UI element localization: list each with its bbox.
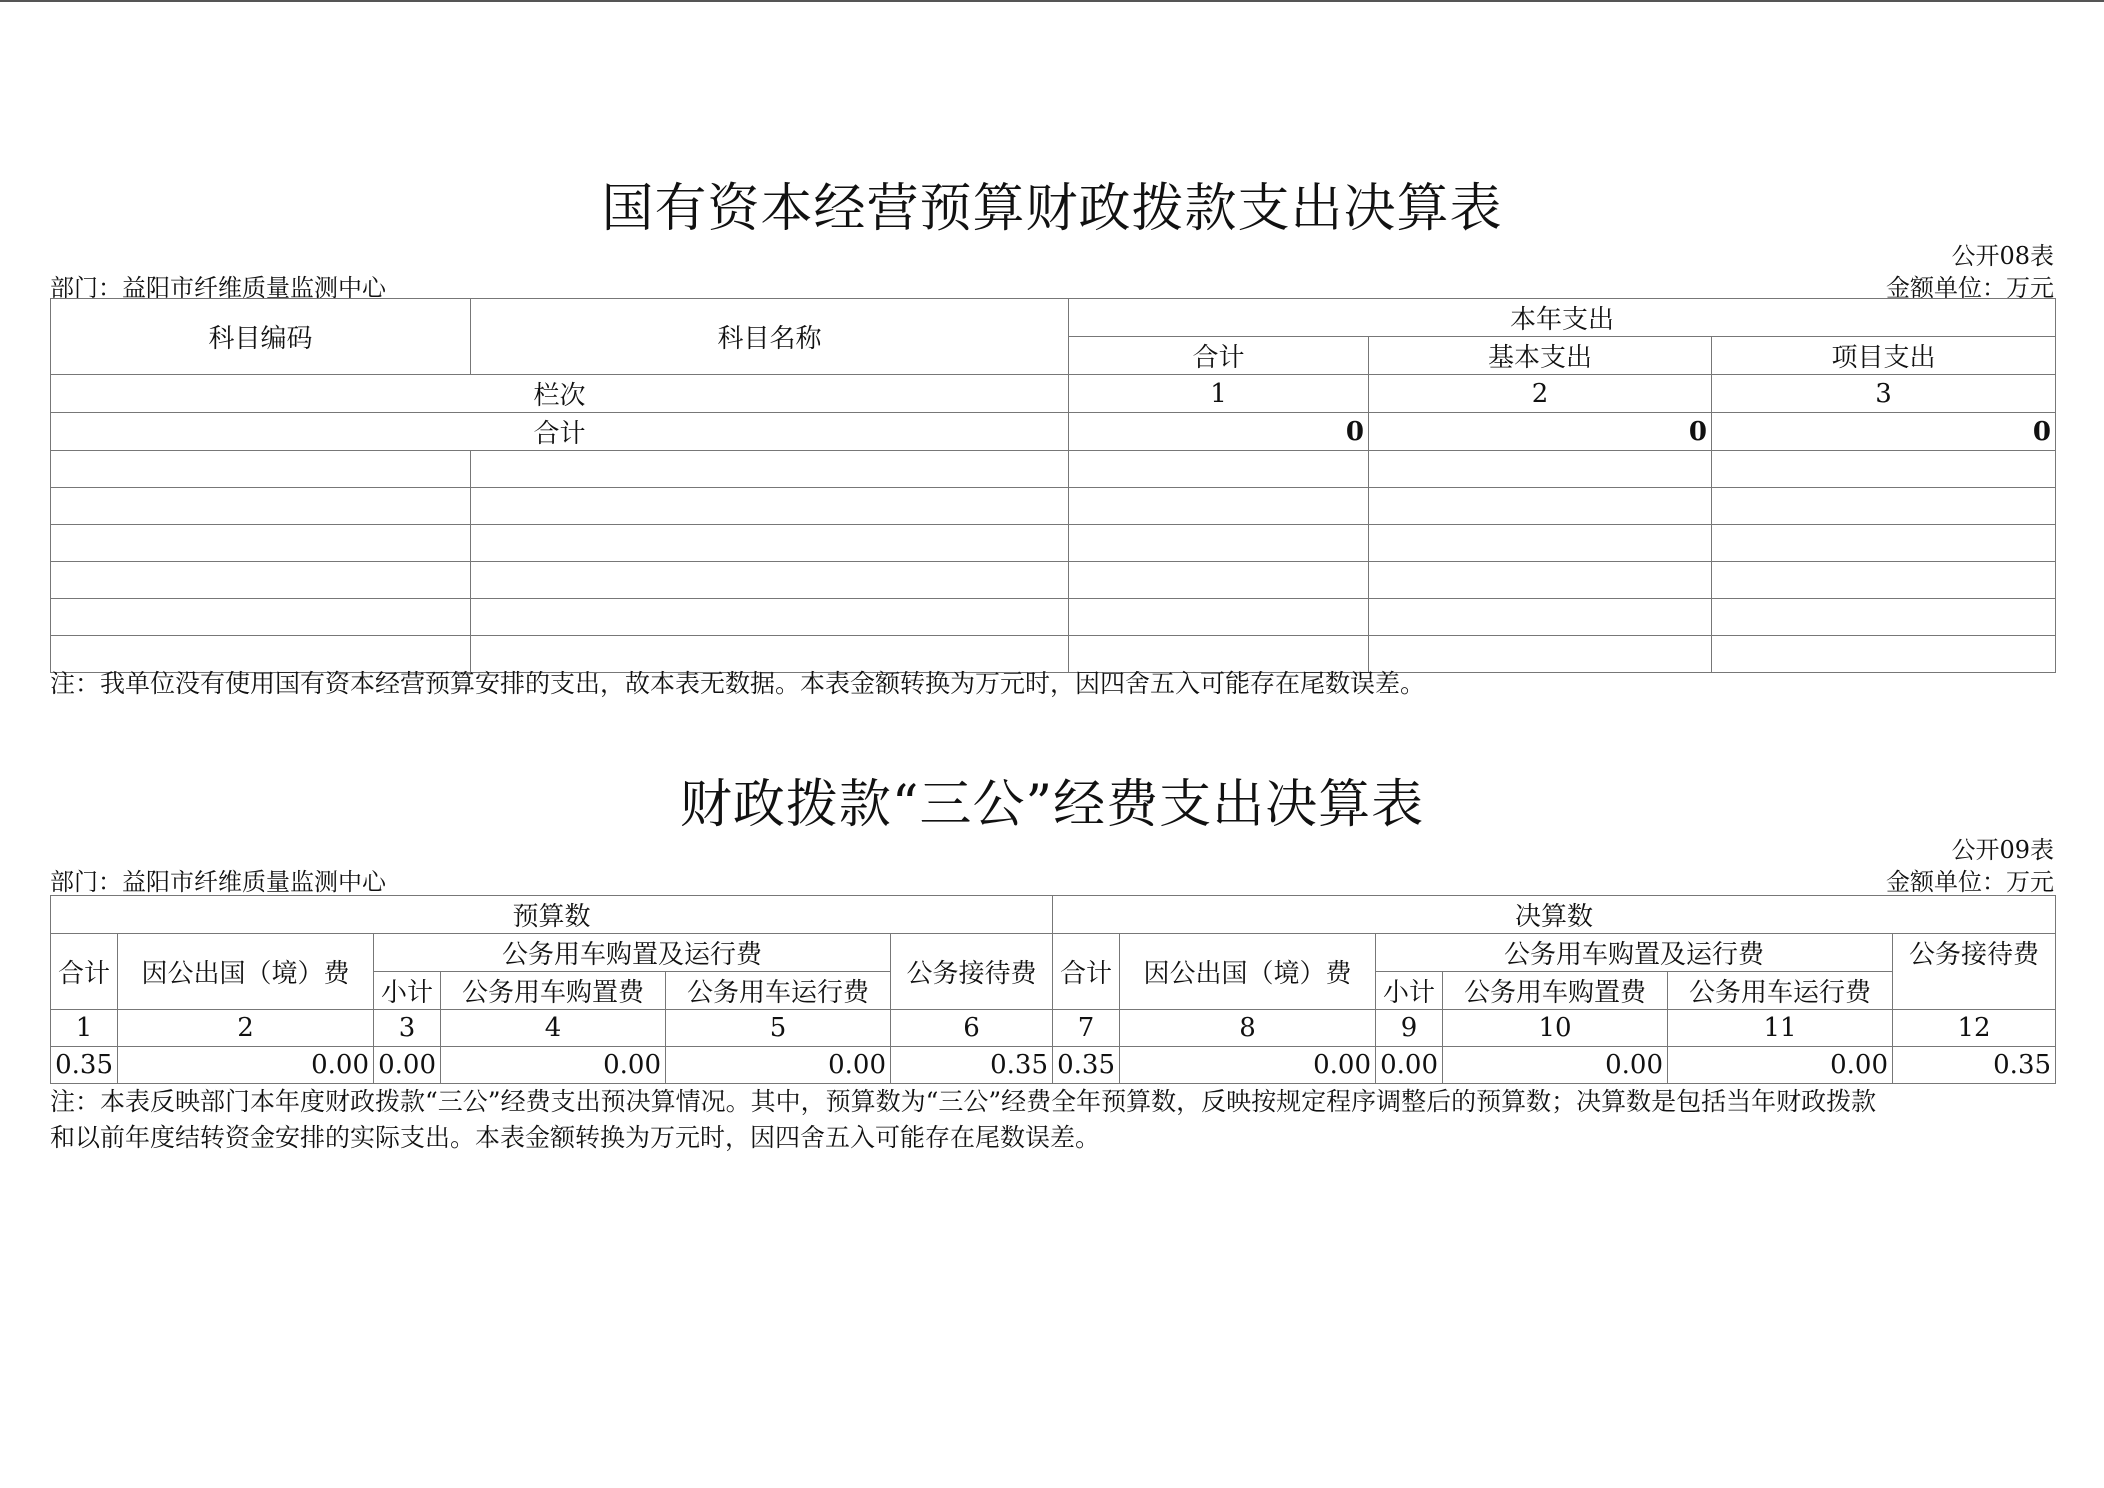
- value-cell: 0.00: [1668, 1047, 1893, 1084]
- empty-row: [51, 599, 2056, 636]
- column-number: 1: [1069, 375, 1369, 413]
- header-budget: 预算数: [51, 896, 1053, 934]
- section2-department: 部门：益阳市纤维质量监测中心: [50, 868, 386, 896]
- header-budget-vehicle-purchase: 公务用车购置费: [441, 972, 666, 1010]
- column-number-row: [51, 375, 2056, 413]
- table-header-row: [51, 896, 2056, 934]
- value-cell: 0.00: [118, 1047, 374, 1084]
- value-cell: 0.35: [1053, 1047, 1120, 1084]
- header-budget-abroad: 因公出国（境）费: [118, 934, 374, 1010]
- column-number: 5: [666, 1010, 891, 1047]
- column-number: 8: [1120, 1010, 1376, 1047]
- header-subject-code: 科目编码: [51, 299, 471, 375]
- column-number: 11: [1668, 1010, 1893, 1047]
- section2-note-line2: 和以前年度结转资金安排的实际支出。本表金额转换为万元时，因四舍五入可能存在尾数误差。: [50, 1123, 1101, 1152]
- column-number-row: [51, 1010, 2056, 1047]
- column-number: 6: [891, 1010, 1053, 1047]
- empty-row: [51, 562, 2056, 599]
- value-cell: 0.00: [374, 1047, 441, 1084]
- section2-unit: 金额单位：万元: [1886, 868, 2054, 896]
- three-public-expense-table: [50, 895, 2056, 1084]
- header-budget-subtotal: 小计: [374, 972, 441, 1010]
- section2-note: [50, 1084, 2060, 1156]
- value-cell: 0.35: [1893, 1047, 2056, 1084]
- section1-table-code: 公开08表: [1951, 242, 2054, 270]
- value-cell: 0.35: [51, 1047, 118, 1084]
- header-budget-total: 合计: [51, 934, 118, 1010]
- total-label: 合计: [51, 413, 1069, 451]
- value-cell: 0.00: [1120, 1047, 1376, 1084]
- header-final-vehicle-purchase: 公务用车购置费: [1443, 972, 1668, 1010]
- section1-department: 部门：益阳市纤维质量监测中心: [50, 274, 386, 302]
- column-number: 7: [1053, 1010, 1120, 1047]
- value-cell: 0.00: [1443, 1047, 1668, 1084]
- header-budget-reception: 公务接待费: [891, 934, 1053, 1010]
- column-number: 2: [1369, 375, 1712, 413]
- header-final-vehicle: 公务用车购置及运行费: [1376, 934, 1893, 972]
- column-number: 12: [1893, 1010, 2056, 1047]
- header-final-subtotal: 小计: [1376, 972, 1443, 1010]
- section1-unit: 金额单位：万元: [1886, 274, 2054, 302]
- header-budget-vehicle-operation: 公务用车运行费: [666, 972, 891, 1010]
- header-final-reception: 公务接待费: [1893, 934, 2056, 1010]
- column-label: 栏次: [51, 375, 1069, 413]
- column-number: 1: [51, 1010, 118, 1047]
- column-number: 3: [374, 1010, 441, 1047]
- header-project: 项目支出: [1712, 337, 2056, 375]
- section2-note-line1: 注：本表反映部门本年度财政拨款“三公”经费支出预决算情况。其中，预算数为“三公”经费全年预算数，反映按规定程序调整后的预算数；决算数是包括当年财政拨款: [50, 1087, 1877, 1116]
- header-total: 合计: [1069, 337, 1369, 375]
- total-value: 0: [1712, 413, 2056, 451]
- section1-note: 注：我单位没有使用国有资本经营预算安排的支出，故本表无数据。本表金额转换为万元时，因四舍五入可能存在尾数误差。: [50, 669, 1426, 698]
- section2-table-code: 公开09表: [1951, 836, 2054, 864]
- empty-row: [51, 451, 2056, 488]
- section1-title: 国有资本经营预算财政拨款支出决算表: [601, 179, 1503, 239]
- header-final: 决算数: [1053, 896, 2056, 934]
- column-number: 2: [118, 1010, 374, 1047]
- header-current-year-expense: 本年支出: [1069, 299, 2056, 337]
- value-cell: 0.00: [666, 1047, 891, 1084]
- value-row: [51, 1047, 2056, 1084]
- value-cell: 0.00: [1376, 1047, 1443, 1084]
- header-final-total: 合计: [1053, 934, 1120, 1010]
- header-budget-vehicle: 公务用车购置及运行费: [374, 934, 891, 972]
- column-number: 9: [1376, 1010, 1443, 1047]
- state-capital-expense-table: [50, 298, 2056, 673]
- header-final-abroad: 因公出国（境）费: [1120, 934, 1376, 1010]
- section2-title: 财政拨款“三公”经费支出决算表: [679, 775, 1425, 835]
- column-number: 3: [1712, 375, 2056, 413]
- empty-row: [51, 488, 2056, 525]
- total-value: 0: [1069, 413, 1369, 451]
- value-cell: 0.35: [891, 1047, 1053, 1084]
- table-header-row: [51, 934, 2056, 972]
- header-final-vehicle-operation: 公务用车运行费: [1668, 972, 1893, 1010]
- column-number: 10: [1443, 1010, 1668, 1047]
- total-value: 0: [1369, 413, 1712, 451]
- table-header-row: [51, 299, 2056, 337]
- header-subject-name: 科目名称: [471, 299, 1069, 375]
- header-basic: 基本支出: [1369, 337, 1712, 375]
- column-number: 4: [441, 1010, 666, 1047]
- value-cell: 0.00: [441, 1047, 666, 1084]
- total-row: [51, 413, 2056, 451]
- empty-row: [51, 525, 2056, 562]
